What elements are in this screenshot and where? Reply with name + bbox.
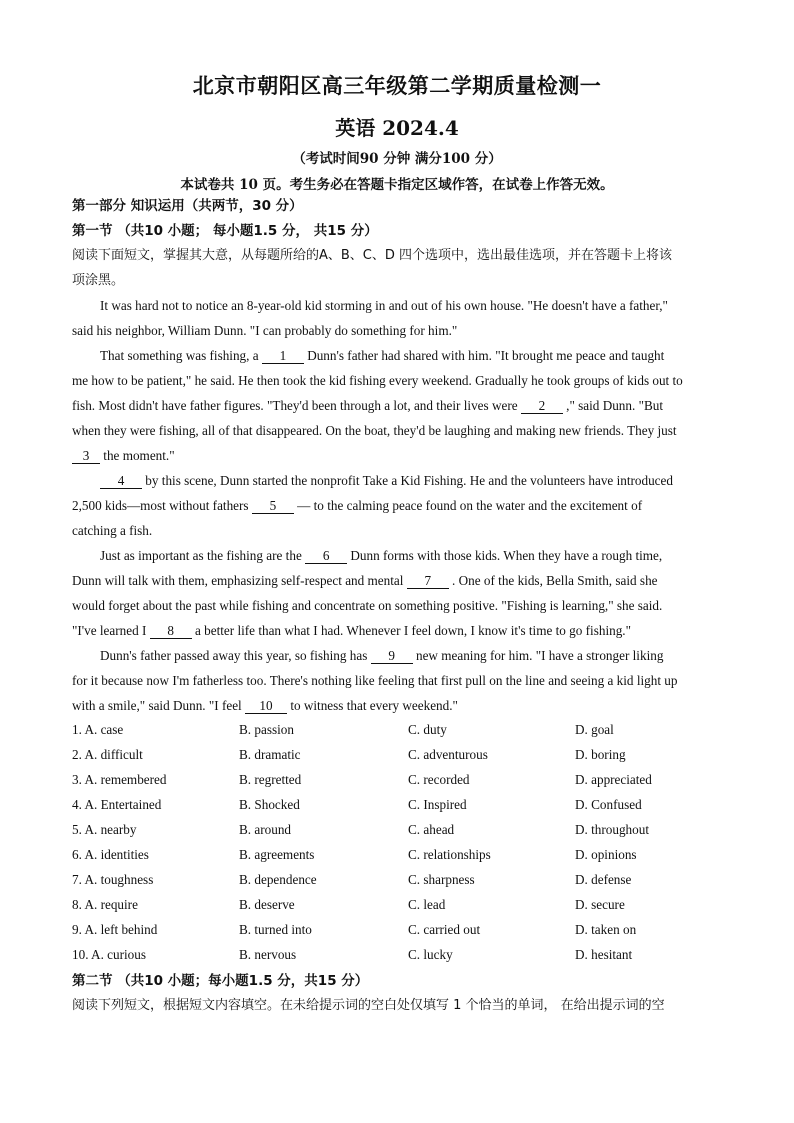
blank-8: 8 [150,623,192,639]
directions-line2: 项涂黑。 [72,273,125,288]
blank-5: 5 [252,498,294,514]
passage-text: Dunn's father passed away this year, so fishing has [100,648,371,663]
passage-line [100,472,750,490]
option-b: B. regretted [239,772,302,787]
option-a: 8. A. require [72,897,138,912]
option-c: C. relationships [408,847,491,862]
passage-text: Dunn forms with those kids. When they have a rough time, [350,548,663,563]
passage-line [100,647,750,665]
passage-text: by this scene, Dunn started the nonprofit Take a Kid Fishing. He and the volunteers have introduced [145,473,673,488]
passage-text: 2,500 kids—most without fathers [72,498,252,513]
option-c: C. ahead [408,822,455,837]
passage-line: It was hard not to notice an 8-year-old kid storming in and out of his own house. "He doesn't have a father," [100,298,668,313]
option-b: B. nervous [239,947,297,962]
option-d: D. defense [575,872,632,887]
passage-line [72,497,722,515]
passage-line: when they were fishing, all of that disappeared. On the boat, they'd be laughing and making new friends. They just [72,423,677,438]
option-c: C. duty [408,722,447,737]
passage-line: for it because now I'm fatherless too. There's nothing like feeling that first pull on the line and seeing a kid light up [72,673,678,688]
passage-line [72,397,722,415]
option-d: D. hesitant [575,947,633,962]
directions-line1: 阅读下面短文，掌握其大意，从每题所给的A、B、C、D 四个选项中，选出最佳选项，并在答题卡上将该 [72,248,673,263]
blank-10: 10 [245,698,287,714]
blank-2: 2 [521,398,563,414]
passage-text: a better life than what I had. Whenever I feel down, I know it's time to go fishing." [194,623,631,638]
blank-3: 3 [72,448,100,464]
passage-line [72,572,722,590]
passage-line: would forget about the past while fishing and concentrate on something positive. "Fishing is learning," she said. [72,598,663,613]
section2-directions: 阅读下列短文，根据短文内容填空。在未给提示词的空白处仅填写 1 个恰当的单词， 在给出提示词的空 [72,998,665,1013]
option-a: 9. A. left behind [72,922,158,937]
option-b: B. Shocked [239,797,300,812]
option-a: 3. A. remembered [72,772,167,787]
option-c: C. Inspired [408,797,467,812]
section2-heading: 第二节 （共10 小题；每小题1.5 分，共15 分） [72,973,369,989]
passage-line: said his neighbor, William Dunn. "I can probably do something for him." [72,323,458,338]
passage-text: — to the calming peace found on the water and the excitement of [297,498,643,513]
passage-line [100,547,750,565]
option-d: D. throughout [575,822,649,837]
section1-heading: 第一节 （共10 小题； 每小题1.5 分， 共15 分） [72,223,378,239]
option-b: B. passion [239,722,294,737]
passage-text: the moment." [103,448,175,463]
option-c: C. recorded [408,772,470,787]
option-d: D. appreciated [575,772,652,787]
option-a: 7. A. toughness [72,872,154,887]
option-b: B. dependence [239,872,317,887]
option-b: B. agreements [239,847,315,862]
blank-7: 7 [407,573,449,589]
option-c: C. lead [408,897,446,912]
option-b: B. around [239,822,292,837]
exam-title: 北京市朝阳区高三年级第二学期质量检测一 [192,73,602,98]
option-a: 6. A. identities [72,847,149,862]
passage-line: catching a fish. [72,523,153,538]
passage-text: Just as important as the fishing are the [100,548,306,563]
part1-heading: 第一部分 知识运用（共两节，30 分） [72,198,303,214]
option-b: B. turned into [239,922,312,937]
passage-line [72,622,722,640]
passage-line: me how to be patient," he said. He then took the kid fishing every weekend. Gradually he took groups of kids out to [72,373,683,388]
option-c: C. lucky [408,947,453,962]
passage-text: fish. Most didn't have father figures. "They'd been through a lot, and their lives were [72,398,521,413]
passage-text: . One of the kids, Bella Smith, said she [452,573,658,588]
option-b: B. dramatic [239,747,301,762]
option-d: D. secure [575,897,625,912]
option-a: 4. A. Entertained [72,797,162,812]
passage-text: new meaning for him. "I have a stronger liking [415,648,664,663]
passage-text: to witness that every weekend." [290,698,458,713]
option-d: D. Confused [575,797,642,812]
passage-text: That something was fishing, a [100,348,262,363]
passage-text: ," said Dunn. "But [566,398,664,413]
option-d: D. opinions [575,847,637,862]
passage-text: with a smile," said Dunn. "I feel [72,698,246,713]
passage-text: "I've learned I [72,623,150,638]
option-c: C. adventurous [408,747,488,762]
blank-9: 9 [371,648,413,664]
option-a: 1. A. case [72,722,124,737]
option-d: D. boring [575,747,626,762]
passage-text: Dunn's father had shared with him. "It brought me peace and taught [307,348,665,363]
blank-1: 1 [262,348,304,364]
passage-line [100,347,750,365]
option-c: C. sharpness [408,872,475,887]
option-a: 2. A. difficult [72,747,143,762]
subject-date: 英语 2024.4 [335,116,459,140]
blank-4: 4 [100,473,142,489]
time-note: （考试时间90 分钟 满分100 分） [292,151,502,167]
option-b: B. deserve [239,897,295,912]
passage-text: Dunn will talk with them, emphasizing self-respect and mental [72,573,407,588]
option-d: D. goal [575,722,614,737]
passage-line [72,447,722,465]
passage-line [72,697,722,715]
option-a: 10. A. curious [72,947,146,962]
option-a: 5. A. nearby [72,822,137,837]
blank-6: 6 [305,548,347,564]
option-d: D. taken on [575,922,637,937]
exam-instruction: 本试卷共 10 页。考生务必在答题卡指定区域作答，在试卷上作答无效。 [180,177,614,193]
option-c: C. carried out [408,922,481,937]
